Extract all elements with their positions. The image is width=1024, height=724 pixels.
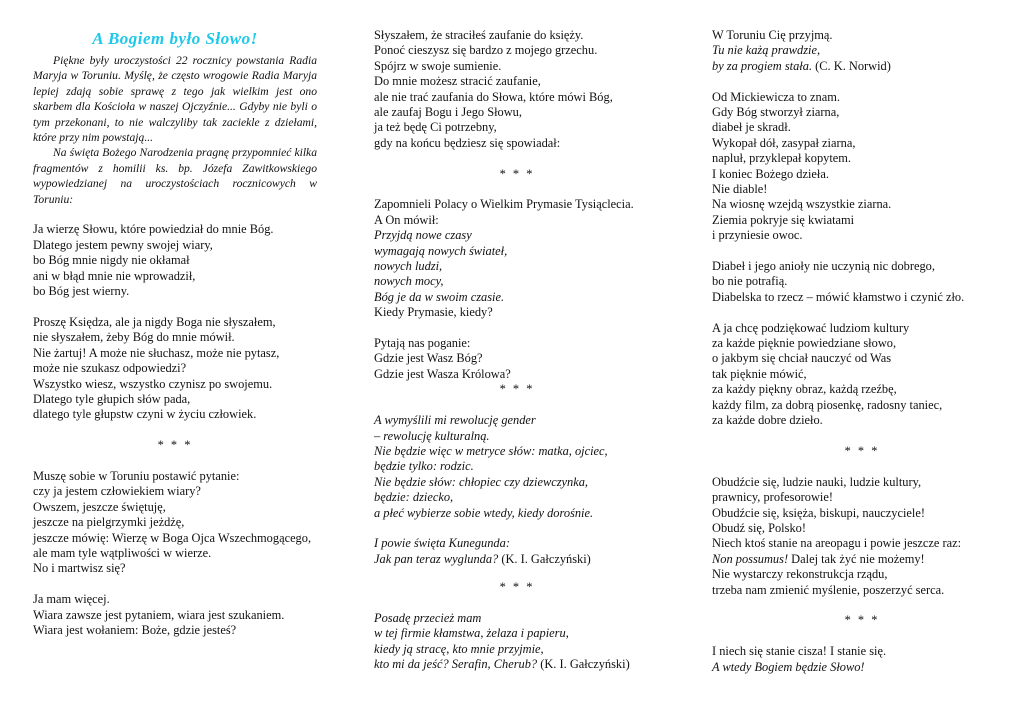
- verse-line: Słyszałem, że straciłeś zaufanie do księży.: [374, 28, 584, 42]
- verse-line: Ja wierzę Słowu, które powiedział do mnie Bóg.: [33, 222, 274, 237]
- verse-line: Ziemia pokryje się kwiatami: [712, 212, 855, 227]
- stanza: [374, 197, 660, 320]
- quote-line: w tej firmie kłamstwa, żelaza i papieru,: [374, 626, 569, 641]
- intro-paragraph: Na święta Bożego Narodzenia pragnę przypomnieć kilka fragmentów z homilii ks. bp. Józefa Zawitkowskiego wypowiedzianej na uroczystościach rocznicowych w Toruniu:: [33, 146, 317, 206]
- stanza: [712, 259, 1012, 305]
- verse-line: każdy film, za dobrą piosenkę, radosny taniec,: [712, 397, 943, 412]
- stanza: [712, 90, 1012, 244]
- column-2: [374, 28, 660, 673]
- verse-line: Gdzie jest Wasza Królowa?: [374, 366, 511, 381]
- section-separator: * * *: [844, 443, 880, 458]
- stanza: [374, 413, 660, 521]
- attribution: (K. I. Gałczyński): [540, 657, 630, 672]
- verse-line: trzeba nam zmienić myślenie, poszerzyć serca.: [712, 582, 945, 597]
- verse-line: Obudźcie się, ludzie nauki, ludzie kultury,: [712, 474, 922, 489]
- verse-line: I koniec Bożego dzieła.: [712, 166, 829, 181]
- stanza: [374, 611, 660, 673]
- verse-line: [712, 552, 1012, 567]
- verse-line: diabeł je skradł.: [712, 120, 791, 135]
- verse-text: Dalej tak żyć nie możemy!: [788, 551, 925, 566]
- verse-line: napluł, przyklepał kopytem.: [712, 151, 852, 166]
- verse-line: Nie żartuj! A może nie słuchasz, może nie pytasz,: [33, 345, 280, 360]
- stanza: [374, 536, 660, 567]
- section-separator: * * *: [499, 382, 535, 397]
- quote-text: Jak pan teraz wyglunda?: [374, 551, 499, 566]
- verse-line: Ponoć cieszysz się bardzo z mojego grzechu.: [374, 43, 598, 58]
- verse-line: Wykopał dół, zasypał ziarna,: [712, 135, 856, 150]
- verse-line: Ja mam więcej.: [33, 592, 110, 607]
- verse-line: Owszem, jeszcze świętuję,: [33, 499, 166, 514]
- verse-line: gdy na końcu będziesz się spowiadał:: [374, 135, 561, 150]
- verse-line: za każdy piękny obraz, każdą rzeźbę,: [712, 382, 897, 397]
- quote-line: wymagają nowych świateł,: [374, 243, 508, 258]
- verse-line: Kiedy Prymasie, kiedy?: [374, 305, 493, 320]
- quote-line: Przyjdą nowe czasy: [374, 228, 472, 243]
- document-title: A Bogiem było Słowo!: [92, 29, 258, 48]
- verse-line: No i martwisz się?: [33, 561, 126, 576]
- verse-line: I niech się stanie cisza! I stanie się.: [712, 644, 887, 659]
- section-separator: * * *: [499, 580, 535, 595]
- verse-line: ale mam tyle wątpliwości w wierze.: [33, 545, 212, 560]
- quote-line: Bóg je da w swoim czasie.: [374, 289, 505, 304]
- quote-text: by za progiem stała.: [712, 58, 813, 73]
- verse-line: W Toruniu Cię przyjmą.: [712, 28, 833, 42]
- stanza: [33, 315, 317, 423]
- section-separator: * * *: [157, 438, 193, 453]
- quote-line: I powie święta Kunegunda:: [374, 536, 510, 551]
- verse-line: [712, 59, 1012, 74]
- intro-paragraph: Piękne były uroczystości 22 rocznicy powstania Radia Maryja w Toruniu. Myślę, że często wrogowie Radia Maryja lepiej zdają sobie sprawę z tego jak wielkim jest ono skarbem dla Kościoła w naszej Ojczyźnie... Gdyby nie byli o tym przekonani, to nie walczyliby tak zaciekle z dziełami, które przy nim powstają...: [33, 54, 317, 145]
- verse-line: Obudźcie się, księża, biskupi, nauczyciele!: [712, 505, 925, 520]
- verse-line: Zapomnieli Polacy o Wielkim Prymasie Tysiąclecia.: [374, 197, 634, 212]
- intro-text: [33, 53, 317, 207]
- stanza: [712, 321, 1012, 429]
- verse-line: ani w błąd mnie nie wprowadził,: [33, 268, 196, 283]
- quote-line: nowych mocy,: [374, 274, 444, 289]
- quote-line: będzie: dziecko,: [374, 490, 454, 505]
- verse-line: Diabelska to rzecz – mówić kłamstwo i czynić zło.: [712, 289, 965, 304]
- verse-line: Muszę sobie w Toruniu postawić pytanie:: [33, 468, 240, 483]
- section-separator: * * *: [844, 613, 880, 628]
- verse-line: A ja chcę podziękować ludziom kultury: [712, 320, 910, 335]
- quote-line: będzie tylko: rodzic.: [374, 459, 474, 474]
- verse-line: Niech ktoś stanie na areopagu i powie jeszcze raz:: [712, 536, 962, 551]
- stanza: [712, 644, 1012, 675]
- verse-line: bo Bóg jest wierny.: [33, 284, 130, 299]
- verse-line: ale zaufaj Bogu i Jego Słowu,: [374, 105, 522, 120]
- verse-line: Diabeł i jego anioły nie uczynią nic dobrego,: [712, 259, 935, 274]
- verse-line: za każde pięknie powiedziane słowo,: [712, 336, 897, 351]
- attribution: (C. K. Norwid): [815, 58, 891, 73]
- verse-line: o jakbym się chciał nauczyć od Was: [712, 351, 892, 366]
- verse-line: za każde dobre dzieło.: [712, 413, 823, 428]
- verse-line: bo nie potrafią.: [712, 274, 788, 289]
- verse-line: jeszcze mówię: Wierzę w Boga Ojca Wszechmogącego,: [33, 530, 312, 545]
- stanza: [33, 592, 317, 638]
- quote-line: Tu nie każą prawdzie,: [712, 43, 821, 58]
- verse-line: [374, 657, 660, 672]
- quote-line: a płeć wybierze sobie wtedy, kiedy dorośnie.: [374, 505, 594, 520]
- quote-text: kto mi da jeść? Serafin, Cherub?: [374, 657, 538, 672]
- verse-line: Proszę Księdza, ale ja nigdy Boga nie słyszałem,: [33, 314, 276, 329]
- stanza: [712, 28, 1012, 74]
- verse-line: Pytają nas poganie:: [374, 336, 471, 351]
- verse-line: A On mówił:: [374, 212, 439, 227]
- verse-line: może nie szukasz odpowiedzi?: [33, 361, 187, 376]
- verse-line: ale nie trać zaufania do Słowa, które mówi Bóg,: [374, 89, 613, 104]
- verse-line: Dlatego tyle głupich słów pada,: [33, 391, 191, 406]
- verse-line: Na wiosnę wzejdą wszystkie ziarna.: [712, 197, 892, 212]
- verse-line: nie słyszałem, żeby Bóg do mnie mówił.: [33, 330, 235, 345]
- quote-line: nowych ludzi,: [374, 259, 443, 274]
- section-separator: * * *: [499, 166, 535, 181]
- quote-line: Nie będzie słów: chłopiec czy dziewczynka,: [374, 474, 589, 489]
- verse-line: Nie diable!: [712, 182, 768, 197]
- verse-line: Nie wystarczy rekonstrukcja rządu,: [712, 567, 888, 582]
- verse-line: dlatego tyle głupstw czyni w życiu człowiek.: [33, 407, 257, 422]
- column-1: [33, 28, 317, 638]
- stanza: [33, 469, 317, 577]
- verse-line: czy ja jestem człowiekiem wiary?: [33, 484, 201, 499]
- stanza: [374, 336, 660, 382]
- closing-line: A wtedy Bogiem będzie Słowo!: [712, 659, 865, 674]
- verse-line: Wszystko wiesz, wszystko czynisz po swojemu.: [33, 376, 273, 391]
- quote-line: Posadę przecież mam: [374, 610, 482, 625]
- verse-line: jeszcze na pielgrzymki jeżdżę,: [33, 515, 185, 530]
- quote-line: A wymyślili mi rewolucję gender: [374, 413, 536, 428]
- verse-line: Dlatego jestem pewny swojej wiary,: [33, 237, 213, 252]
- stanza: [712, 475, 1012, 598]
- verse-line: Spójrz w swoje sumienie.: [374, 58, 502, 73]
- verse-line: Wiara jest wołaniem: Boże, gdzie jesteś?: [33, 622, 237, 637]
- quote-line: Nie będzie więc w metryce słów: matka, ojciec,: [374, 443, 608, 458]
- quote-line: kiedy ją stracę, kto mnie przyjmie,: [374, 641, 544, 656]
- verse-line: tak pięknie mówić,: [712, 366, 807, 381]
- quote-text: Non possumus!: [712, 551, 789, 566]
- verse-line: Do mnie możesz stracić zaufanie,: [374, 74, 541, 89]
- quote-line: – rewolucję kulturalną.: [374, 428, 490, 443]
- verse-line: Wiara zawsze jest pytaniem, wiara jest szukaniem.: [33, 607, 285, 622]
- verse-line: bo Bóg mnie nigdy nie okłamał: [33, 253, 190, 268]
- verse-line: prawnicy, profesorowie!: [712, 490, 833, 505]
- verse-line: Gdzie jest Wasz Bóg?: [374, 351, 483, 366]
- attribution: (K. I. Gałczyński): [501, 551, 591, 566]
- verse-line: Gdy Bóg stworzył ziarna,: [712, 105, 840, 120]
- stanza: [33, 222, 317, 299]
- verse-line: Obudź się, Polsko!: [712, 520, 806, 535]
- verse-line: [374, 552, 660, 567]
- stanza: [374, 28, 660, 151]
- verse-line: Od Mickiewicza to znam.: [712, 89, 840, 104]
- column-3: [712, 28, 1012, 675]
- verse-line: i przyniesie owoc.: [712, 228, 803, 243]
- verse-line: ja też będę Ci potrzebny,: [374, 120, 497, 135]
